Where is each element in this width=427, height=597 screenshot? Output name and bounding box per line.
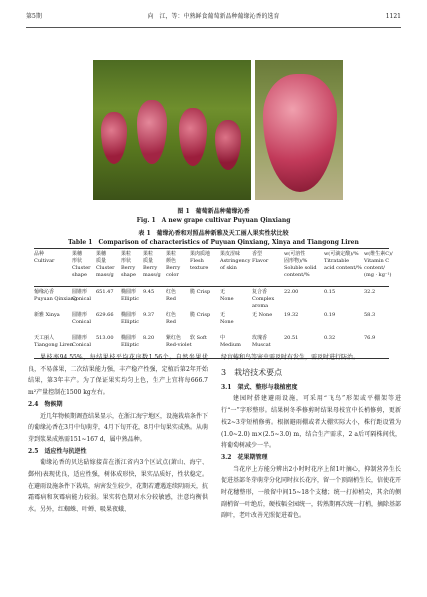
- table-cell: 无 None: [220, 312, 234, 325]
- table-cell: 9.45: [143, 289, 155, 295]
- table-cell: 32.2: [364, 289, 376, 295]
- table-cell: 8.20: [143, 335, 155, 341]
- grape-cluster: [179, 108, 207, 166]
- paragraph: 建园时搭建避雨设施，可采用“飞鸟”形架或平棚架等进行“一”字形整形。结果树冬季修剪时结果母枝宜中长梢修剪，更新枝2~3芽短梢修剪。根据避雨棚或者大棚实际大小，株行距设置为(1.0~2.0) m×(2.5~3.0) m，结合生产需求，2 a后可隔株间伐，将葡萄树减少一半。: [221, 395, 401, 450]
- table-cell: 0.15: [324, 289, 336, 295]
- table-cell: 圆锥形 Conical: [72, 289, 92, 302]
- table-header-cell: w(维生素C)/ Vitamin C content/ (mg · kg⁻¹): [364, 251, 393, 278]
- grape-cluster: [215, 120, 241, 170]
- table-cell: 新雅 Xinya: [34, 312, 60, 318]
- table-cell: 0.32: [324, 335, 336, 341]
- comparison-table: [34, 248, 393, 359]
- right-text-column: [221, 352, 401, 522]
- table-header-cell: 果穗 形状 Cluster shape: [72, 251, 91, 278]
- table-cell: 紫红色 Red-violet: [166, 335, 192, 348]
- table-cell: 中 Medium: [220, 335, 241, 348]
- table-cell: 629.66: [96, 312, 114, 318]
- table-rule: [34, 286, 389, 287]
- vineyard-photo: [93, 60, 251, 200]
- table-cell: 红色 Red: [166, 312, 177, 325]
- table-cell: 9.37: [143, 312, 155, 318]
- paragraph: 果枝率94.55%，每结果枝平均花序数1.56个。自然坐果优良，不易落果，二次结果能力强，丰产稳产性强，定植后第2年开始结果，第3年丰产。为了保证果实均匀上色，生产上宜将每666.7 m²产量控制在1500 kg左右。: [28, 354, 208, 397]
- table-cell: 76.9: [364, 335, 376, 341]
- table-cell: 513.00: [96, 335, 114, 341]
- table-header-cell: 果粒 颜色 Berry color: [166, 251, 181, 278]
- section-heading: 3.2 花果期管理: [221, 453, 268, 461]
- table-header-cell: 香型 Flavor: [252, 251, 269, 264]
- table-caption-en: Table 1 Comparison of characteristics of Puyuan Qinxiang, Xinya and Tiangong Liren: [68, 239, 359, 246]
- grape-cluster: [137, 100, 167, 164]
- grape-cluster: [263, 74, 337, 192]
- grape-cluster: [101, 112, 127, 164]
- section-heading: 2.5 适应性与抗逆性: [28, 447, 87, 455]
- table-cell: 葡缘沁香 Puyuan Qinxiang: [34, 289, 78, 302]
- figure-photos: [93, 60, 343, 200]
- table-cell: 椭圆形 Elliptic: [121, 289, 140, 302]
- figure-caption-cn: 图 1 葡萄新品种葡缘沁香: [177, 208, 250, 215]
- table-header-cell: w(可滴定酸)/% Titratable acid content/%: [324, 251, 362, 271]
- table-cell: 软 Soft: [190, 335, 207, 341]
- table-cell: 圆锥形 Conical: [72, 312, 92, 325]
- table-cell: 红色 Red: [166, 289, 177, 302]
- table-cell: 58.3: [364, 312, 376, 318]
- table-header-cell: 果粒 形状 Berry shape: [121, 251, 136, 278]
- page-number: 1121: [385, 13, 401, 20]
- table-header-cell: 果皮涩味 Astringency of skin: [220, 251, 251, 271]
- table-cell: 椭圆形 Elliptic: [121, 312, 140, 325]
- table-cell: 复合香 Complex aroma: [252, 289, 275, 309]
- table-cell: 22.00: [284, 289, 299, 295]
- table-cell: 天工丽人 Tiangong Liren: [34, 335, 73, 348]
- table-header-cell: 品种 Cultivar: [34, 251, 55, 264]
- table-header-cell: 果粒 质量 Berry mass/g: [143, 251, 161, 278]
- table-caption-cn: 表 1 葡缘沁香和对照品种新雅及天工丽人果实性状比较: [138, 230, 289, 237]
- header-rule: [26, 27, 401, 28]
- table-cell: 脆 Crisp: [190, 312, 211, 318]
- table-header-cell: w(可溶性 固形物)/% Soluble solid content/%: [284, 251, 317, 278]
- paragraph: 近几年物候期调查结果显示，在浙江海宁地区，设施栽培条件下的葡缘沁香在3月中旬萌芽，4月下旬开花，8月中旬果实成熟。从萌芽到浆果成熟需151~167 d，属中熟品种。: [28, 412, 209, 443]
- paragraph: 绿盲蝽和鸟等害虫需及时有发生，需及时进行防治。: [221, 354, 360, 361]
- table-header-cell: 果穗 质量 Cluster mass/g: [96, 251, 115, 278]
- table-header-cell: 果肉质地 Flesh texture: [190, 251, 211, 271]
- running-header: [26, 11, 401, 23]
- table-cell: 玫瑰香 Muscat: [252, 335, 271, 348]
- table-cell: 0.19: [324, 312, 336, 318]
- issue-number: 第5期: [26, 13, 42, 20]
- table-cell: 无 None: [220, 289, 234, 302]
- section-heading: 2.4 物候期: [28, 400, 63, 408]
- table-cell: 圆锥形 Conical: [72, 335, 92, 348]
- article-title-header: 向 江，等：中熟鲜食葡萄新品种葡缘沁香的选育: [147, 13, 280, 20]
- table-cell: 脆 Crisp: [190, 289, 211, 295]
- table-cell: 20.51: [284, 335, 299, 341]
- table-cell: 19.32: [284, 312, 299, 318]
- table-cell: 无 None: [252, 312, 273, 318]
- paragraph: 葡缘沁香的贝达砧嫁接苗在浙江省内3个区试点(萧山、海宁、鄞州)表现优良，适应性强，树体成形快，果实品质好，性状稳定。在避雨设施条件下栽培，病害发生较少，花期若遭遇连续阴雨天，抗霜霉病和灰霉病能力较弱。果实转色期对水分较敏感，注意均衡供水。另外，红蜘蛛、叶蝉、吸果夜蛾、: [28, 459, 209, 514]
- cluster-closeup-photo: [255, 60, 343, 200]
- table-cell: 椭圆形 Elliptic: [121, 335, 140, 348]
- table-rule: [34, 248, 389, 249]
- section-heading: 3 栽培技术要点: [221, 367, 283, 377]
- section-heading: 3.1 架式、整形与栽植密度: [221, 383, 298, 391]
- figure-caption-en: Fig. 1 A new grape cultivar Puyuan Qinxiang: [136, 217, 291, 224]
- table-cell: 651.47: [96, 289, 114, 295]
- paragraph: 当花序上方能分辨出2小时时花序上留1叶摘心，抑制营养生长促进基部冬芽萌芽分化同时拉长花序，留一个顶副梢生长，信使花开时花穗整形，一般留中间15~18个支穗；统一打掉梢尖，其余的侧副梢留一叶绝后，硬枝幅全园统一，转熟期再次统一打梢，摘除基部副叶，老叶改善光照促进着色。: [221, 465, 402, 520]
- left-text-column: [28, 352, 208, 516]
